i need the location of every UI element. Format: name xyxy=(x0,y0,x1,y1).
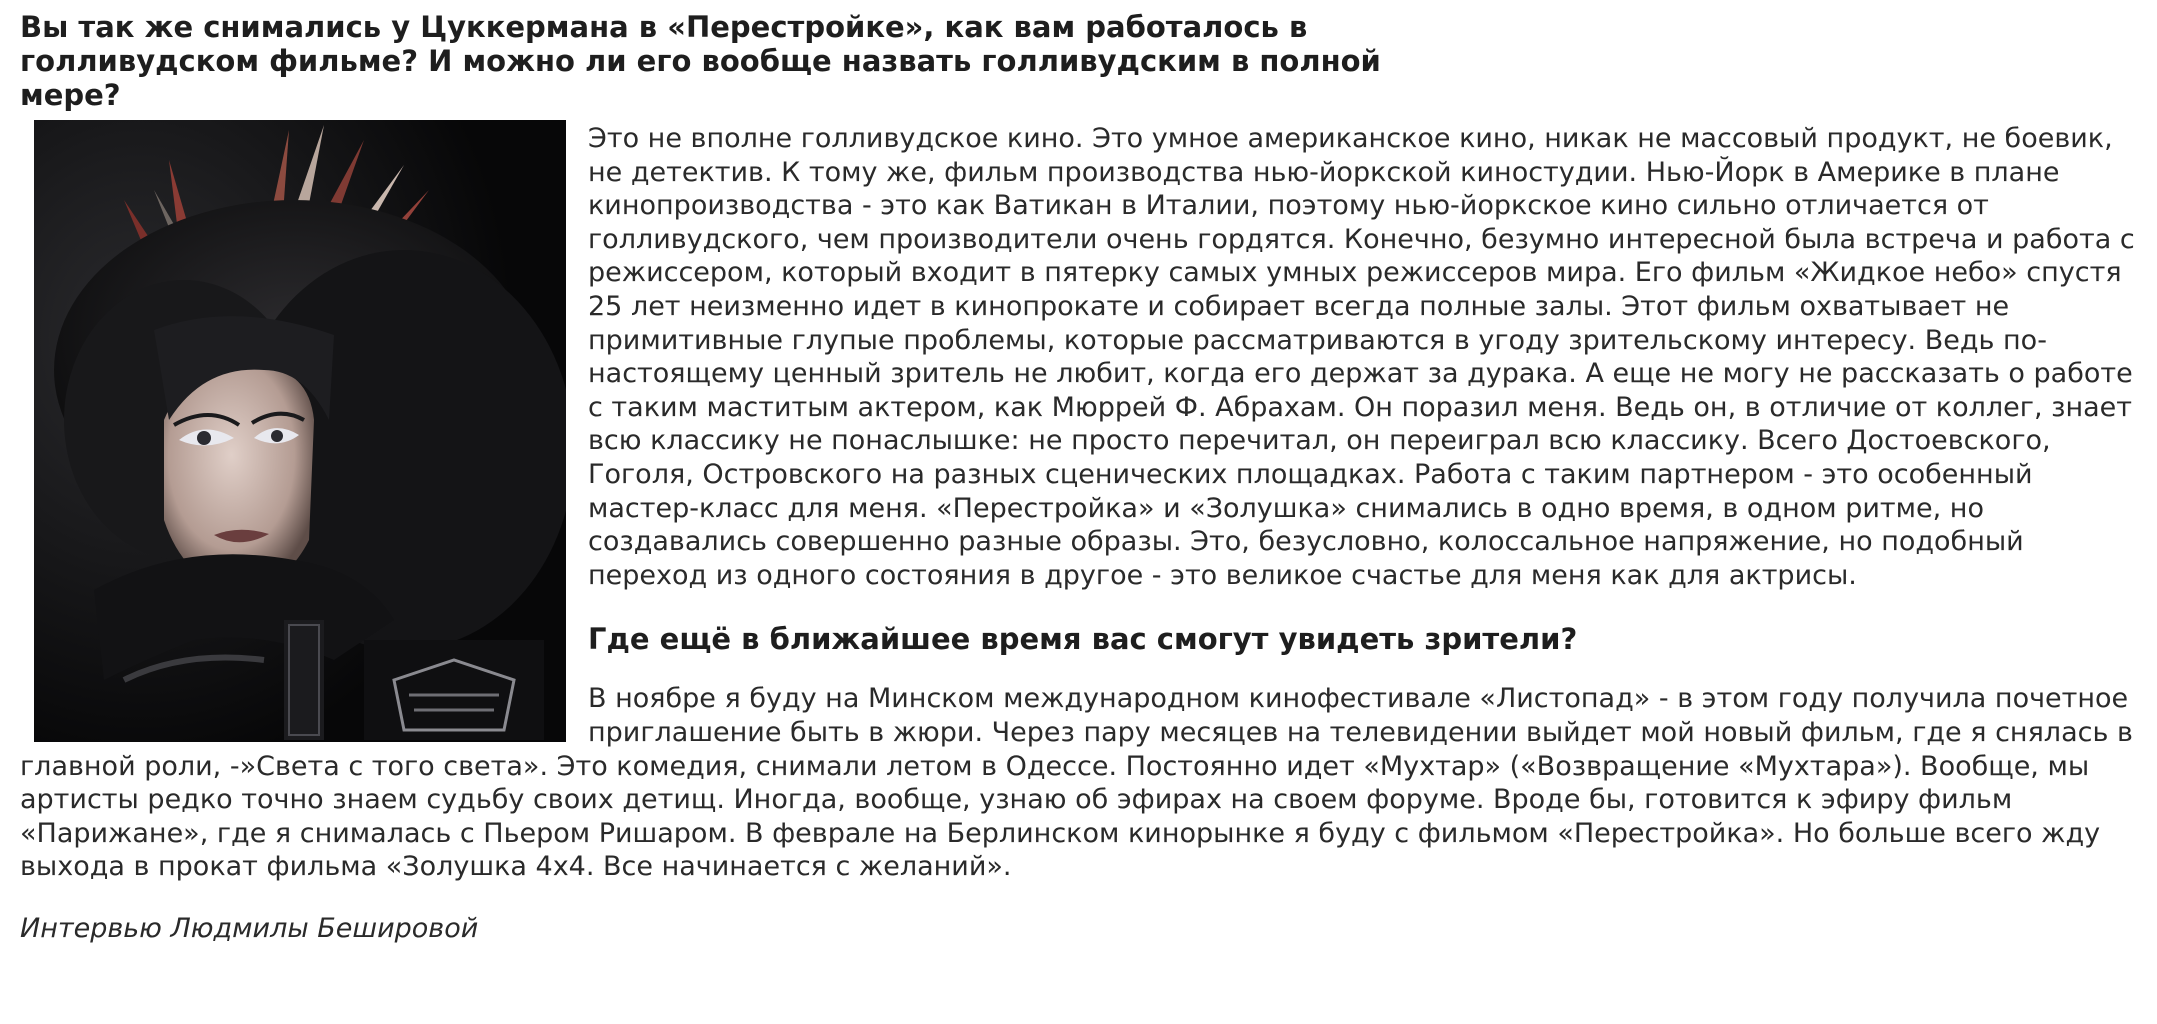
interview-question-1: Вы так же снимались у Цуккермана в «Перестройке», как вам работалось в голливудском фильме? И можно ли его вообще назвать голливудским в полной мере? xyxy=(20,10,1381,112)
interview-answer-2: В ноябре я буду на Минском международном кинофестивале «Листопад» - в этом году получила почетное приглашение быть в жюри. Через пару месяцев на телевидении выйдет мой новый фильм, где я снялась в главной роли, -»Света с того света». Это комедия, снимали летом в Одессе. Постоянно идет «Мухтар» («Возвращение «Мухтара»). Вообще, мы артисты редко точно знаем судьбу своих детищ. Иногда, вообще, узнаю об эфирах на своем форуме. Вроде бы, готовится к эфиру фильм «Парижане», где я снималась с Пьером Ришаром. В феврале на Берлинском кинорынке я буду с фильмом «Перестройка». Но больше всего жду выхода в прокат фильма «Золушка 4х4. Все начинается с желаний». xyxy=(20,683,2133,883)
interview-credit: Интервью Людмилы Бешировой xyxy=(20,912,479,944)
interview-question-2: Где ещё в ближайшее время вас смогут увидеть зрители? xyxy=(588,622,1578,657)
interview-answer-1: Это не вполне голливудское кино. Это умное американское кино, никак не массовый продукт, не боевик, не детектив. К тому же, фильм производства нью-йоркской киностудии. Нью-Йорк в Америке в плане кинопроизводства - это как Ватикан в Италии, поэтому нью-йоркское кино сильно отличается от голливудского, чем производители очень гордятся. Конечно, безумно интересной была встреча и работа с режиссером, который входит в пятерку самых умных режиссеров мира. Его фильм «Жидкое небо» спустя 25 лет неизменно идет в кинопрокате и собирает всегда полные залы. Этот фильм охватывает не примитивные глупые проблемы, которые рассматриваются в угоду зрительскому интересу. Ведь по-настоящему ценный зритель не любит, когда его держат за дурака. А еще не могу не рассказать о работе с таким маститым актером, как Мюррей Ф. Абрахам. Он поразил меня. Ведь он, в отличие от коллег, знает всю классику не понаслышке: не просто перечитал, он переиграл всю классику. Всего Достоевского, Гоголя, Островского на разных сценических площадках. Работа с таким партнером - это особенный мастер-класс для меня. «Перестройка» и «Золушка» снимались в одно время, в одном ритме, но создавались совершенно разные образы. Это, безусловно, колоссальное напряжение, но подобный переход из одного состояния в другое - это великое счастье для меня как для актрисы. xyxy=(588,123,2135,591)
article xyxy=(20,10,2140,946)
portrait-illustration xyxy=(34,120,566,742)
actress-photo xyxy=(34,120,566,742)
